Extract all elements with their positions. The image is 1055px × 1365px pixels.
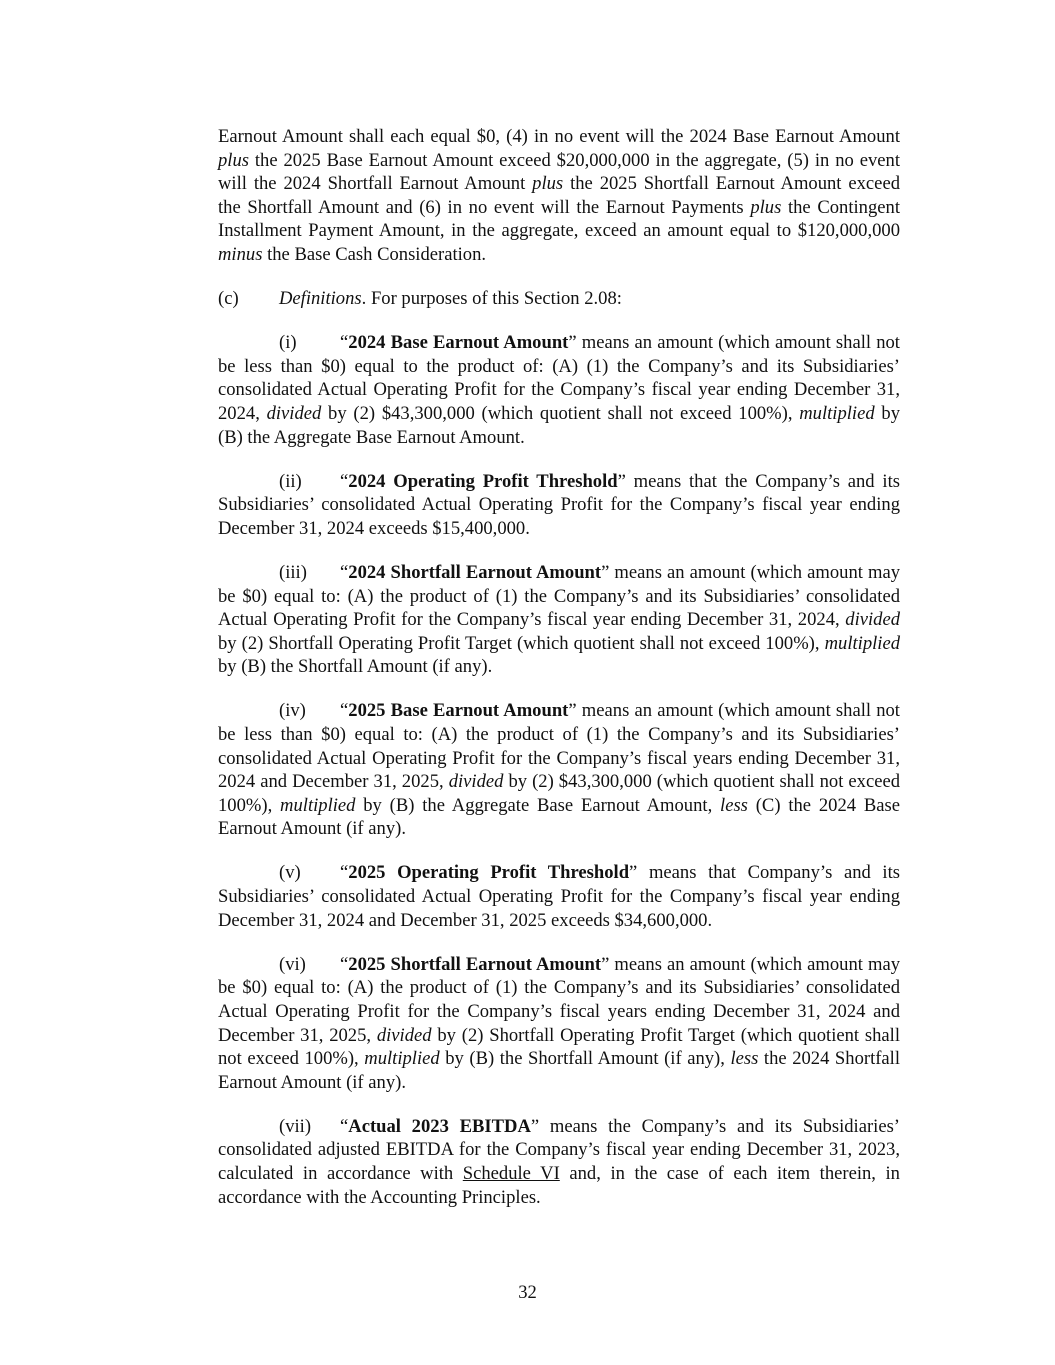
clause-number: (vii) [279,1115,312,1137]
italic-run: divided [376,1024,432,1046]
defined-term: 2025 Base Earnout Amount [348,700,569,722]
definition-vii [218,1115,900,1209]
italic-run: plus [218,149,249,171]
quote-mark: “ [340,470,349,492]
clause-number: (i) [279,332,297,354]
quote-mark: “ [340,700,349,722]
page-number: 32 [518,1282,537,1303]
text-run: . For purposes of this Section 2.08: [361,288,622,310]
text-run: by (2) Shortfall Operating Profit Target (which quotient shall not exceed 100%), [218,632,825,654]
definition-ii [218,470,900,541]
definition-iii [218,561,900,679]
text-run: means the Company’s and its Subsidiaries’ consolidated adjusted EBITDA for the Company’s fiscal year ending December 31, 2023, calculated in accordance with [218,1115,900,1184]
clause-number: (iii) [279,561,307,583]
text-run: means an amount (which amount may be $0) equal to: (A) the product of (1) the Company’s and its Subsidiaries’ consolidated Actual Operating Profit for the Company’s fiscal year ending December 31, 2024, [218,561,901,631]
clause-number: (v) [279,862,301,884]
clause-number: (iv) [279,700,306,722]
text-run: (C) the 2024 Base Earnout Amount (if any). [218,794,901,840]
quote-mark: ” [530,1115,540,1137]
schedule-reference: Schedule VI [462,1162,560,1184]
quote-mark: ” [629,862,638,884]
definition-v [218,861,900,932]
text-run: by (B) the Shortfall Amount (if any), [439,1048,731,1070]
italic-run: plus [750,196,782,218]
quote-mark: ” [601,953,610,975]
clause-number: (vi) [279,953,306,975]
text-run: the 2024 Shortfall Earnout Amount (if any). [218,1048,901,1093]
text-run: the 2025 Shortfall Earnout Amount exceed the Shortfall Amount and (6) in no event will the Earnout Payments [218,173,900,218]
quote-mark: ” [601,561,610,583]
continuation-paragraph [218,125,900,267]
defined-term: 2025 Shortfall Earnout Amount [348,953,602,975]
defined-term: 2024 Base Earnout Amount [348,332,569,354]
quote-mark: “ [340,561,349,583]
text-run: means an amount (which amount shall not be less than $0) equal to the product of: (A) (1) the Company’s and its Subsidiaries’ consolidated Actual Operating Profit for the Company’s fiscal year ending December 31, 2024, [218,332,900,424]
defined-term: 2025 Operating Profit Threshold [348,862,630,884]
italic-run: multiplied [364,1048,440,1070]
italic-run: minus [218,243,263,265]
clause-number: (ii) [279,470,302,492]
text-run: by (B) the Shortfall Amount (if any). [218,656,493,678]
quote-mark: “ [340,953,349,975]
section-c-heading [218,287,900,311]
definition-i [218,331,900,449]
italic-run: plus [532,173,564,195]
text-run: the 2025 Base Earnout Amount exceed $20,000,000 in the aggregate, (5) in no event will the 2024 Shortfall Earnout Amount [218,149,900,195]
quote-mark: ” [617,470,626,492]
text-run: by (2) Shortfall Operating Profit Target (which quotient shall not exceed 100%), [218,1024,900,1070]
italic-run: divided [448,771,504,793]
text-run: the Base Cash Consideration. [262,243,487,265]
italic-run: multiplied [824,632,900,654]
text-run: means that the Company’s and its Subsidiaries’ consolidated Actual Operating Profit for the Company’s fiscal year ending December 31, 2024 exceeds $15,400,000. [218,470,900,539]
section-label: (c) [218,288,239,310]
quote-mark: “ [340,332,349,354]
text-run: by (2) $43,300,000 (which quotient shall not exceed 100%), [218,771,901,816]
definition-iv [218,699,900,841]
text-run: and, in the case of each item therein, in accordance with the Accounting Principles. [218,1162,900,1208]
defined-term: 2024 Shortfall Earnout Amount [348,561,602,583]
section-heading: Definitions [279,288,362,310]
text-run: means that Company’s and its Subsidiaries’ consolidated Actual Operating Profit for the Company’s fiscal year ending December 31, 2024 and December 31, 2025 exceeds $34,600,000. [218,862,900,931]
italic-run: multiplied [799,402,875,424]
text-run: means an amount (which amount may be $0) equal to: (A) the product of (1) the Company’s and its Subsidiaries’ consolidated Actual Operating Profit for the Company’s fiscal years ending December 31, 2024 and December 31, 2025, [218,953,901,1046]
defined-term: 2024 Operating Profit Threshold [348,470,618,492]
text-run: by (B) the Aggregate Base Earnout Amount. [218,402,900,448]
text-run: the Contingent Installment Payment Amount, in the aggregate, exceed an amount equal to $120,000,000 [218,196,900,242]
quote-mark: ” [568,332,577,354]
text-run: Earnout Amount shall each equal $0, (4) in no event will the 2024 Base Earnout Amount [218,126,900,147]
text-run: by (2) $43,300,000 (which quotient shall not exceed 100%), [321,402,800,424]
definition-vi [218,953,900,1095]
text-run: by (B) the Aggregate Base Earnout Amount, [355,794,721,816]
text-run: means an amount (which amount shall not be less than $0) equal to: (A) the product of (1) the Company’s and its Subsidiaries’ consolidated Actual Operating Profit for the Company’s fiscal years ending December 31, 2024 and December 31, 2025, [218,700,900,793]
document-page [218,125,900,1230]
italic-run: less [730,1048,759,1070]
italic-run: divided [266,402,322,424]
quote-mark: “ [340,862,349,884]
italic-run: multiplied [280,794,356,816]
defined-term: Actual 2023 EBITDA [348,1115,531,1137]
quote-mark: “ [340,1115,349,1137]
italic-run: divided [845,609,900,631]
quote-mark: ” [568,700,577,722]
italic-run: less [720,794,748,816]
